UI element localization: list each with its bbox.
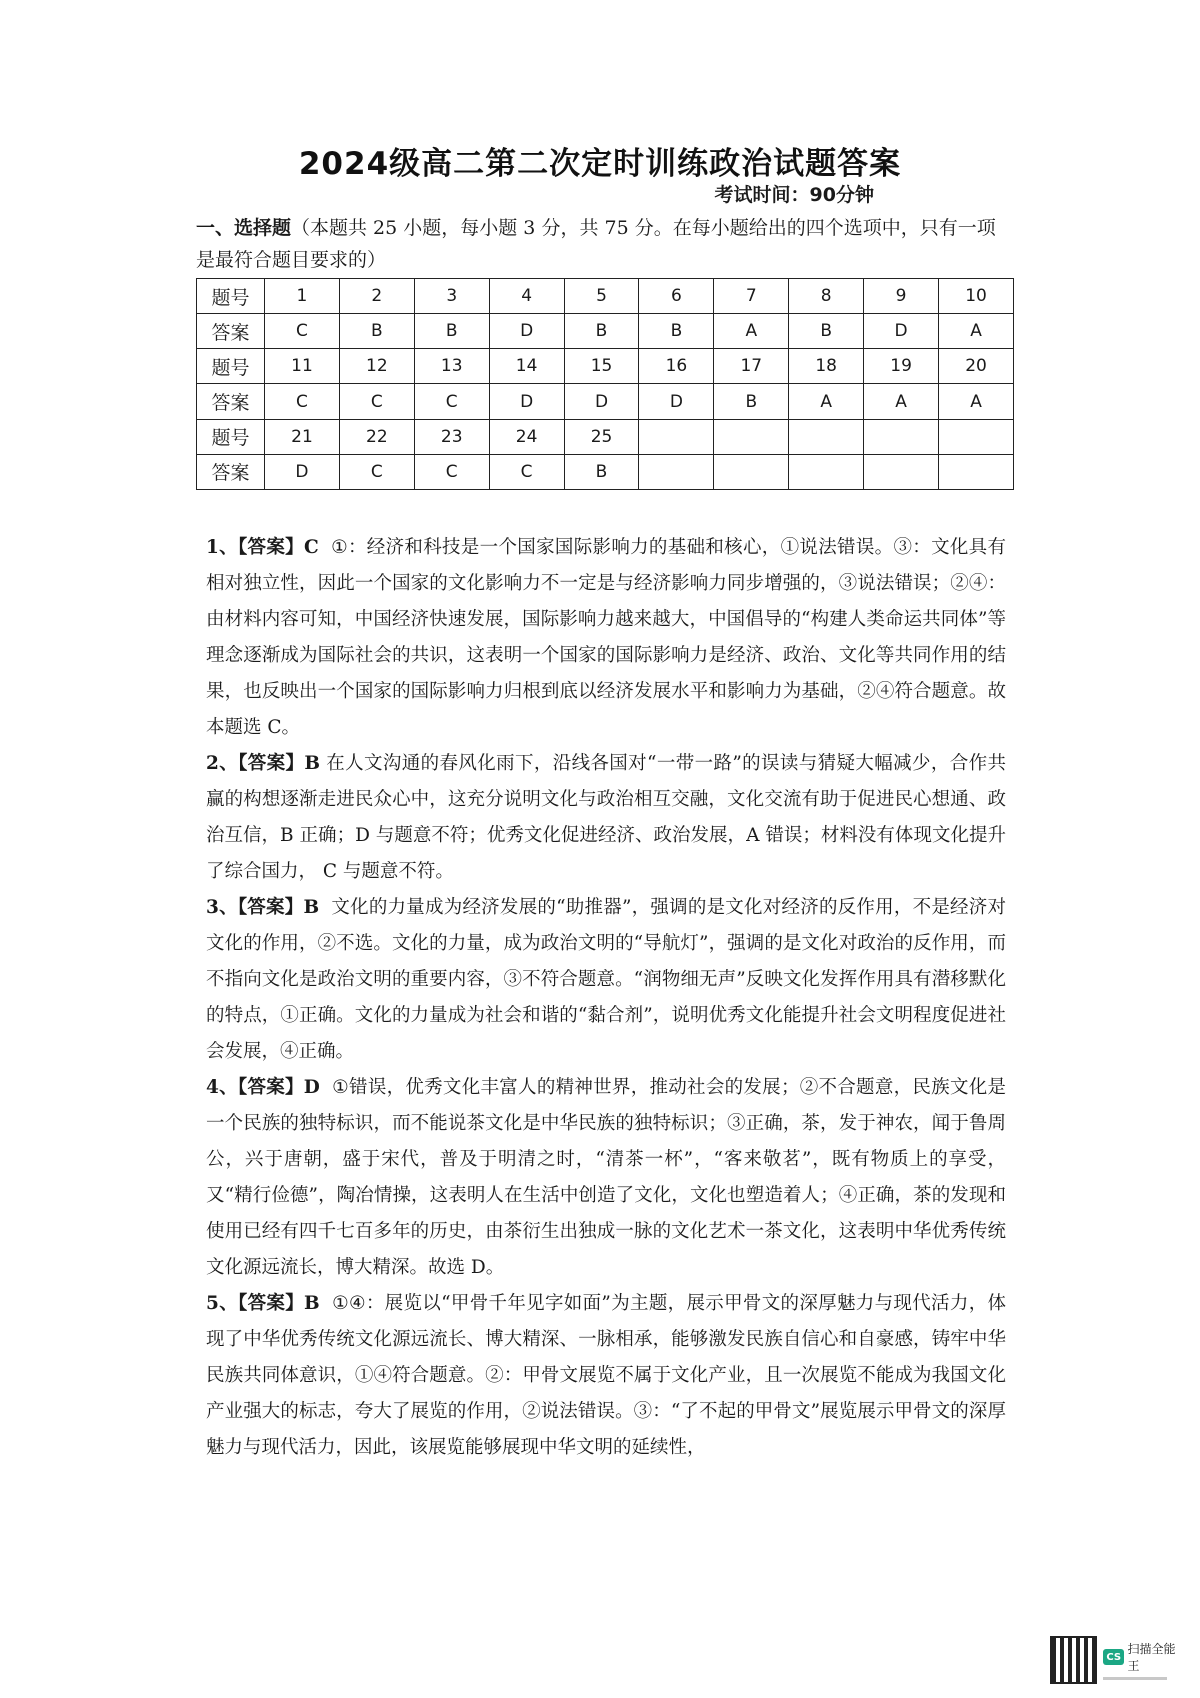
question-number-cell bbox=[639, 419, 714, 454]
question-number-cell: 16 bbox=[639, 349, 714, 384]
question-number-cell: 6 bbox=[639, 279, 714, 314]
question-number-cell: 15 bbox=[564, 349, 639, 384]
explanation-text: ①④：展览以“甲骨千年见字如面”为主题，展示甲骨文的深厚魅力与现代活力，体现了中华优秀传统文化源远流长、博大精深、一脉相承，能够激发民族自信心和自豪感，铸牢中华民族共同体意识，①④符合题意。②：甲骨文展览不属于文化产业，且一次展览不能成为我国文化产业强大的标志，夸大了展览的作用，②说法错误。③：“了不起的甲骨文”展览展示甲骨文的深厚魅力与现代活力，因此，该展览能够展现中华文明的延续性， bbox=[206, 1293, 1007, 1458]
explanations bbox=[206, 530, 1006, 1466]
table-row bbox=[197, 454, 1014, 489]
question-number-cell bbox=[714, 419, 789, 454]
answer-tag: 4、【答案】D bbox=[206, 1077, 320, 1098]
explanation-item bbox=[206, 746, 1006, 890]
answer-cell: D bbox=[489, 314, 564, 349]
table-row bbox=[197, 314, 1014, 349]
question-number-cell bbox=[939, 419, 1014, 454]
answer-cell: A bbox=[789, 384, 864, 419]
answer-cell: B bbox=[639, 314, 714, 349]
question-number-cell: 18 bbox=[789, 349, 864, 384]
section-note: （本题共 25 小题，每小题 3 分，共 75 分。在每小题给出的四个选项中，只有一项是最符合题目要求的） bbox=[196, 217, 996, 271]
answer-cell: B bbox=[789, 314, 864, 349]
answer-cell: A bbox=[939, 384, 1014, 419]
row-label: 答案 bbox=[197, 314, 265, 349]
question-number-cell: 17 bbox=[714, 349, 789, 384]
explanation-text: 在人文沟通的春风化雨下，沿线各国对“一带一路”的误读与猜疑大幅减少，合作共赢的构想逐渐走进民众心中，这充分说明文化与政治相互交融，文化交流有助于促进民心想通、政治互信，B 正确；D 与题意不符；优秀文化促进经济、政治发展，A 错误；材料没有体现文化提升了综合国力， C 与题意不符。 bbox=[206, 753, 1006, 882]
answer-cell: C bbox=[414, 454, 489, 489]
row-label: 答案 bbox=[197, 454, 265, 489]
answer-cell: D bbox=[864, 314, 939, 349]
row-label: 题号 bbox=[197, 279, 265, 314]
answer-table bbox=[196, 278, 1014, 490]
answer-cell: D bbox=[265, 454, 340, 489]
question-number-cell: 19 bbox=[864, 349, 939, 384]
question-number-cell: 13 bbox=[414, 349, 489, 384]
answer-tag: 5、【答案】B bbox=[206, 1293, 320, 1314]
answer-cell: C bbox=[265, 314, 340, 349]
section-heading bbox=[196, 212, 1010, 276]
answer-cell: A bbox=[714, 314, 789, 349]
exam-time: 考试时间：90分钟 bbox=[714, 184, 874, 206]
question-number-cell: 7 bbox=[714, 279, 789, 314]
section-title: 一、选择题 bbox=[196, 217, 292, 239]
explanation-item bbox=[206, 1070, 1006, 1286]
question-number-cell: 24 bbox=[489, 419, 564, 454]
row-label: 答案 bbox=[197, 384, 265, 419]
question-number-cell: 10 bbox=[939, 279, 1014, 314]
scanner-watermark bbox=[1050, 1632, 1186, 1688]
camscanner-logo-icon: CS bbox=[1103, 1649, 1124, 1665]
question-number-cell: 11 bbox=[265, 349, 340, 384]
explanation-item bbox=[206, 530, 1006, 746]
qr-code-icon bbox=[1050, 1636, 1097, 1684]
explanation-text: 文化的力量成为经济发展的“助推器”，强调的是文化对经济的反作用，不是经济对文化的作用，②不选。文化的力量，成为政治文明的“导航灯”，强调的是文化对政治的反作用，而不指向文化是政治文明的重要内容，③不符合题意。“润物细无声”反映文化发挥作用具有潜移默化的特点，①正确。文化的力量成为社会和谐的“黏合剂”，说明优秀文化能提升社会文明程度促进社会发展，④正确。 bbox=[206, 897, 1006, 1062]
answer-cell: B bbox=[564, 454, 639, 489]
question-number-cell: 9 bbox=[864, 279, 939, 314]
answer-cell: D bbox=[564, 384, 639, 419]
question-number-cell: 21 bbox=[265, 419, 340, 454]
table-row bbox=[197, 279, 1014, 314]
explanation-text: ①：经济和科技是一个国家国际影响力的基础和核心，①说法错误。③：文化具有相对独立性，因此一个国家的文化影响力不一定是与经济影响力同步增强的，③说法错误；②④：由材料内容可知，中国经济快速发展，国际影响力越来越大，中国倡导的“构建人类命运共同体”等理念逐渐成为国际社会的共识，这表明一个国家的国际影响力是经济、政治、文化等共同作用的结果，也反映出一个国家的国际影响力归根到底以经济发展水平和影响力为基础，②④符合题意。故本题选 C。 bbox=[206, 537, 1006, 738]
question-number-cell bbox=[864, 419, 939, 454]
question-number-cell: 5 bbox=[564, 279, 639, 314]
answer-tag: 2、【答案】B bbox=[206, 753, 320, 774]
answer-cell: C bbox=[339, 454, 414, 489]
row-label: 题号 bbox=[197, 349, 265, 384]
table-row bbox=[197, 349, 1014, 384]
answer-cell: B bbox=[339, 314, 414, 349]
answer-cell: A bbox=[939, 314, 1014, 349]
answer-tag: 3、【答案】B bbox=[206, 897, 320, 918]
answer-cell: D bbox=[489, 384, 564, 419]
answer-cell: C bbox=[489, 454, 564, 489]
question-number-cell: 12 bbox=[339, 349, 414, 384]
explanation-text: ①错误，优秀文化丰富人的精神世界，推动社会的发展；②不合题意，民族文化是一个民族的独特标识，而不能说茶文化是中华民族的独特标识；③正确，茶，发于神农，闻于鲁周公，兴于唐朝，盛于宋代，普及于明清之时，“清茶一杯”，“客来敬茗”，既有物质上的享受，又“精行俭德”，陶冶情操，这表明人在生活中创造了文化，文化也塑造着人；④正确，茶的发现和使用已经有四千七百多年的历史，由茶衍生出独成一脉的文化艺术一茶文化，这表明中华优秀传统文化源远流长，博大精深。故选 D。 bbox=[206, 1077, 1007, 1278]
question-number-cell bbox=[789, 419, 864, 454]
table-row bbox=[197, 419, 1014, 454]
row-label: 题号 bbox=[197, 419, 265, 454]
question-number-cell: 23 bbox=[414, 419, 489, 454]
question-number-cell: 20 bbox=[939, 349, 1014, 384]
explanation-item bbox=[206, 1286, 1006, 1466]
watermark-brand: 扫描全能王 bbox=[1127, 1642, 1176, 1673]
answer-cell: D bbox=[639, 384, 714, 419]
question-number-cell: 22 bbox=[339, 419, 414, 454]
question-number-cell: 25 bbox=[564, 419, 639, 454]
answer-cell bbox=[864, 454, 939, 489]
question-number-cell: 2 bbox=[339, 279, 414, 314]
answer-cell: B bbox=[564, 314, 639, 349]
table-row bbox=[197, 384, 1014, 419]
answer-cell: C bbox=[265, 384, 340, 419]
question-number-cell: 1 bbox=[265, 279, 340, 314]
page-title: 2024级高二第二次定时训练政治试题答案 bbox=[298, 146, 902, 182]
watermark-text bbox=[1103, 1640, 1186, 1680]
watermark-brand-row bbox=[1103, 1640, 1186, 1674]
answer-cell: C bbox=[339, 384, 414, 419]
question-number-cell: 14 bbox=[489, 349, 564, 384]
answer-cell bbox=[789, 454, 864, 489]
question-number-cell: 8 bbox=[789, 279, 864, 314]
answer-cell bbox=[639, 454, 714, 489]
question-number-cell: 4 bbox=[489, 279, 564, 314]
answer-tag: 1、【答案】C bbox=[206, 537, 319, 558]
answer-cell: B bbox=[414, 314, 489, 349]
answer-cell: C bbox=[414, 384, 489, 419]
answer-cell: B bbox=[714, 384, 789, 419]
answer-cell bbox=[939, 454, 1014, 489]
explanation-item bbox=[206, 890, 1006, 1070]
answer-cell: A bbox=[864, 384, 939, 419]
answer-cell bbox=[714, 454, 789, 489]
watermark-fine-print bbox=[1103, 1677, 1167, 1680]
question-number-cell: 3 bbox=[414, 279, 489, 314]
